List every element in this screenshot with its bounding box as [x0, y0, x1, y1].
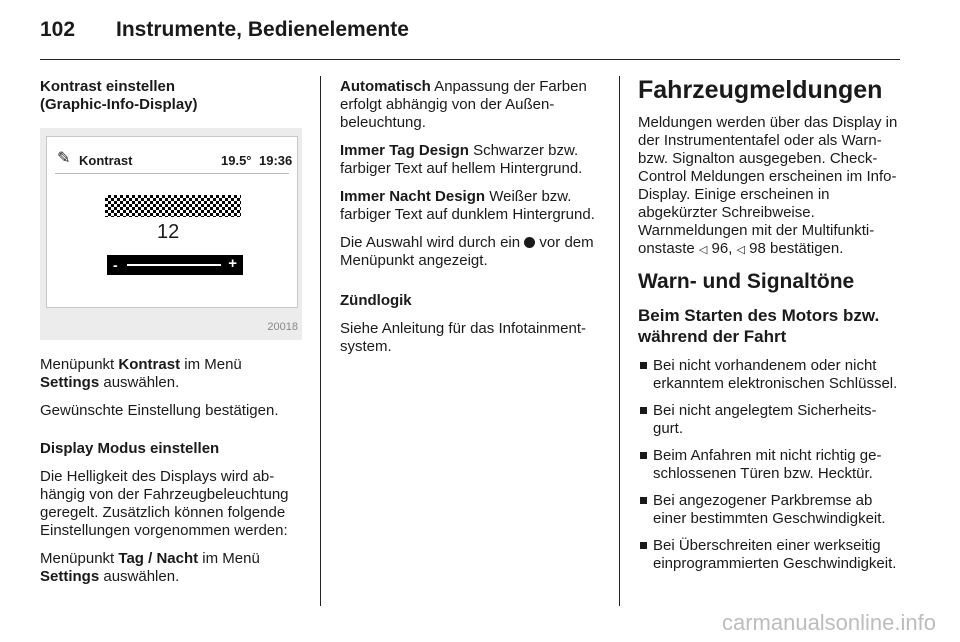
reference-arrow-icon: ◁	[698, 244, 708, 256]
column-3	[638, 76, 900, 582]
contrast-pattern	[105, 195, 241, 217]
settings-wrench-icon: ✎	[57, 150, 71, 167]
display-time: 19:36	[259, 153, 293, 168]
minus-icon: -	[113, 257, 118, 273]
column-divider	[619, 76, 620, 606]
page-header	[40, 18, 409, 42]
header-rule	[40, 59, 900, 60]
section-heading-zuendlogik: Zündlogik	[340, 292, 412, 309]
paragraph: Gewünschte Einstellung bestätigen.	[40, 402, 279, 419]
display-temperature: 19.5°	[221, 153, 252, 168]
display-title: Kontrast	[79, 153, 133, 168]
plus-icon: +	[228, 255, 237, 272]
selection-dot-icon	[524, 237, 535, 248]
paragraph: Menüpunkt Tag / Nacht im Menü Settings auswählen.	[40, 550, 260, 585]
list-item: Bei nicht angelegtem Sicherheitsgurt.	[638, 402, 900, 438]
section-heading-display-modus: Display Modus einstellen	[40, 440, 220, 457]
list-item: Bei Überschreiten einer werkseitig einprogrammierten Geschwindigkeit.	[638, 537, 900, 573]
heading-warn-signaltoene: Warn- und Signaltöne	[638, 270, 855, 293]
contrast-slider	[107, 255, 243, 275]
column-2	[340, 78, 602, 366]
watermark: carmanualsonline.info	[721, 610, 936, 635]
paragraph: Die Helligkeit des Displays wird abhängig von der Fahrzeugbeleuchtung geregelt. Zusätzlich können folgende Einstellungen vorgenommen werden:	[40, 468, 289, 539]
display-divider	[55, 173, 289, 174]
paragraph: Die Auswahl wird durch ein vor dem Menüpunkt angezeigt.	[340, 234, 594, 269]
contrast-value: 12	[157, 221, 180, 243]
page-number: 102	[40, 18, 76, 41]
column-1	[40, 78, 302, 596]
paragraph: Siehe Anleitung für das Infotainment-system.	[340, 320, 586, 355]
graphic-info-display	[46, 136, 298, 308]
section-heading-kontrast: Kontrast einstellen (Graphic-Info-Display)	[40, 78, 198, 113]
chapter-title: Instrumente, Bedienelemente	[116, 18, 409, 41]
list-item: Bei angezogener Parkbremse ab einer bestimmten Geschwindigkeit.	[638, 492, 900, 528]
slider-track	[127, 264, 221, 266]
warning-list	[638, 357, 900, 573]
paragraph: Immer Nacht Design Weißer bzw. farbiger Text auf dunklem Hintergrund.	[340, 188, 595, 223]
display-figure	[40, 128, 302, 340]
column-divider	[320, 76, 321, 606]
paragraph: Automatisch Anpassung der Farben erfolgt abhängig von der Außenbeleuchtung.	[340, 78, 587, 131]
heading-fahrzeugmeldungen: Fahrzeugmeldungen	[638, 76, 883, 104]
paragraph: Immer Tag Design Schwarzer bzw. farbiger Text auf hellem Hintergrund.	[340, 142, 583, 177]
list-item: Beim Anfahren mit nicht richtig geschlossenen Türen bzw. Hecktür.	[638, 447, 900, 483]
paragraph: Menüpunkt Kontrast im Menü Settings auswählen.	[40, 356, 242, 391]
subheading-motorstart: Beim Starten des Motors bzw. während der Fahrt	[638, 306, 880, 346]
list-item: Bei nicht vorhandenem oder nicht erkanntem elektronischen Schlüssel.	[638, 357, 900, 393]
figure-number: 20018	[267, 321, 298, 333]
paragraph: Meldungen werden über das Display in der Instrumententafel oder als Warn- bzw. Signalton ausgegeben. Check-Control Meldungen erscheinen im Info-Display. Einige erscheinen in abgekürzter Schreibweise. Warnmeldungen mit der Multifunktionstaste ◁ 96, ◁ 98 bestätigen.	[638, 114, 898, 257]
reference-arrow-icon: ◁	[736, 244, 745, 256]
